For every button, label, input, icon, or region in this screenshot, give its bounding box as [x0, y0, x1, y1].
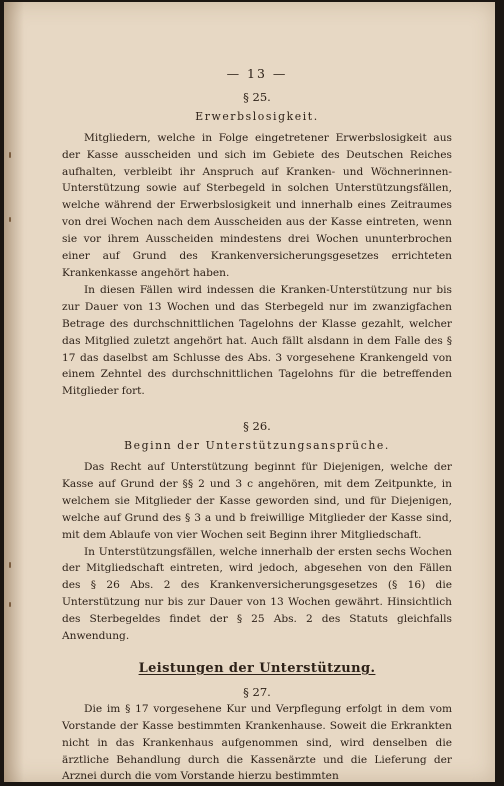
page-text [62, 66, 452, 782]
binding-mark [9, 152, 11, 158]
section-25-number: § 25. [243, 89, 271, 104]
section-25-paragraph-2: In diesen Fällen wird indessen die Kranken-Unterstützung nur bis zur Dauer von 13 Wochen und das Sterbegeld nur im zwanzigfachen Betrage des durchschnittlichen Tagelohns der Klasse gezahlt, welcher das Mitglied zuletzt angehört hat. Auch fällt alsdann in dem Falle des § 17 das daselbst am Schlusse des Abs. 3 vorgesehene Krankengeld von einem Zehntel des durchschnittlichen Tagelohns für die betreffenden Mitglieder fort. [62, 283, 452, 398]
section-26-number: § 26. [243, 419, 271, 434]
section-27-number: § 27. [243, 684, 271, 699]
section-26-title: Beginn der Unterstützungsansprüche. [124, 439, 390, 453]
section-26-paragraph-2: In Unterstützungsfällen, welche innerhalb der ersten sechs Wochen der Mitgliedschaft eintreten, wird jedoch, abgesehen von den Fällen des § 26 Abs. 2 des Krankenversicherungsgesetzes (§ 16) die Unterstützung nur bis zur Dauer von 13 Wochen gewährt. Hinsichtlich des Sterbegeldes findet der § 25 Abs. 2 des Statuts gleichfalls Anwendung. [62, 545, 452, 643]
section-26-paragraph-1: Das Recht auf Unterstützung beginnt für Diejenigen, welche der Kasse auf Grund der §§ 2 und 3 c angehören, mit dem Zeitpunkte, in welchem sie Mitglieder der Kasse geworden sind, und für Diejenigen, welche auf Grund des § 3 a und b freiwillige Mitglieder der Kasse sind, mit dem Ablaufe von vier Wochen seit Beginn ihrer Mitgliedschaft. [62, 461, 452, 541]
document-page [4, 2, 495, 782]
chapter-heading: Leistungen der Unterstützung. [138, 661, 376, 676]
binding-mark [9, 217, 11, 222]
section-27-paragraph: Die im § 17 vorgesehene Kur und Verpflegung erfolgt in dem vom Vorstande der Kasse bestimmten Krankenhause. Soweit die Erkrankten nicht in das Krankenhaus aufgenommen sind, wird denselben die ärztliche Behandlung durch die Kassenärzte und die Lieferung der Arznei durch die vom Vorstande hierzu bestimmten [62, 702, 452, 782]
section-25-paragraph-1: Mitgliedern, welche in Folge eingetretener Erwerbslosigkeit aus der Kasse ausscheiden und sich im Gebiete des Deutschen Reiches aufhalten, verbleibt ihr Anspruch auf Kranken- und Wöchnerinnen-Unterstützung sowie auf Sterbegeld in solchen Unterstützungsfällen, welche während der Erwerbslosigkeit und innerhalb eines Zeitraumes von drei Wochen nach dem Ausscheiden aus der Kasse eintreten, wenn sie vor ihrem Ausscheiden mindestens drei Wochen ununterbrochen einer auf Grund des Krankenversicherungsgesetzes errichteten Krankenkasse angehört haben. [62, 131, 452, 279]
binding-mark [9, 602, 11, 607]
section-25-title: Erwerbslosigkeit. [195, 109, 319, 123]
page-number: — 13 — [226, 66, 288, 81]
binding-mark [9, 562, 11, 568]
spine-shadow [4, 2, 24, 782]
